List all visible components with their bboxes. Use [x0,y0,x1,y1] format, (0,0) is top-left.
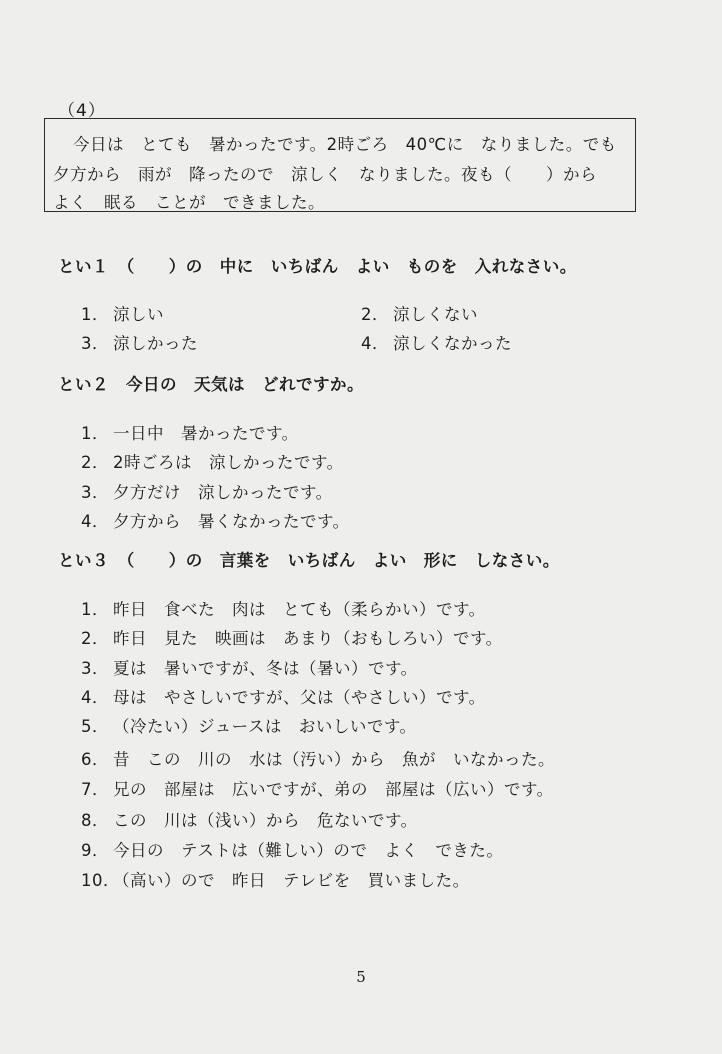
option-number: 3． [80,334,109,353]
option-number: 2． [80,453,109,472]
option-number: 1． [80,424,109,443]
option-text: 夕方だけ 涼しかったです。 [112,483,333,502]
item-text: 兄の 部屋は 広いですが、弟の 部屋は（広い）です。 [112,780,554,799]
item-text: この 川は（浅い）から 危ないです。 [112,811,418,830]
q1-option-4 [338,311,512,373]
item-text: 母は やさしいですが、父は（やさしい）です。 [112,688,486,707]
item-number: 10． [80,871,120,890]
option-text: 一日中 暑かったです。 [112,424,299,443]
item-text: 今日の テストは（難しい）ので よく できた。 [112,841,504,860]
option-text: 涼しかった [112,334,198,353]
option-text: 夕方から 暑くなかったです。 [112,512,350,531]
passage-line-1: 今日は とても 暑かったです。2時ごろ 40℃に なりました。でも [73,135,617,154]
passage-line-3: よく 眠る ことが できました。 [53,193,325,212]
question-3-title: とい３ （ ）の 言葉を いちばん よい 形に しなさい。 [58,551,560,570]
option-number: 4． [80,512,109,531]
item-text: （高い）ので 昨日 テレビを 買いました。 [112,871,470,890]
item-number: 5． [80,717,109,736]
item-number: 3． [80,659,109,678]
option-text: 涼しい [112,305,164,324]
item-number: 1． [80,600,109,619]
item-text: 夏は 暑いですが、冬は（暑い）です。 [112,659,418,678]
option-number: 4． [360,334,389,353]
item-number: 7． [80,780,109,799]
section-label: （4） [58,101,106,121]
option-text: 涼しくない [392,305,478,324]
option-number: 1． [80,305,109,324]
item-text: （冷たい）ジュースは おいしいです。 [112,717,417,736]
option-text: 2時ごろは 涼しかったです。 [112,453,344,472]
item-text: 昨日 見た 映画は あまり（おもしろい）です。 [112,629,503,648]
page-number: 5 [356,968,366,986]
item-text: 昨日 食べた 肉は とても（柔らかい）です。 [112,600,486,619]
item-number: 8． [80,811,109,830]
item-number: 4． [80,688,109,707]
q3-item-10 [58,848,470,910]
item-number: 6． [80,750,109,769]
item-number: 2． [80,629,109,648]
passage-line-2: 夕方から 雨が 降ったので 涼しく なりました。夜も（ ）から [53,165,597,184]
question-2-title: とい２ 今日の 天気は どれですか。 [58,375,364,394]
item-text: 昔 この 川の 水は（汚い）から 魚が いなかった。 [112,750,555,769]
item-number: 9． [80,841,109,860]
option-number: 2． [360,305,389,324]
question-1-title: とい１ （ ）の 中に いちばん よい ものを 入れなさい。 [58,257,577,276]
q2-option-4 [58,489,350,551]
reading-passage-box [44,118,636,212]
q1-option-3 [58,311,198,373]
option-number: 3． [80,483,109,502]
option-text: 涼しくなかった [392,334,512,353]
